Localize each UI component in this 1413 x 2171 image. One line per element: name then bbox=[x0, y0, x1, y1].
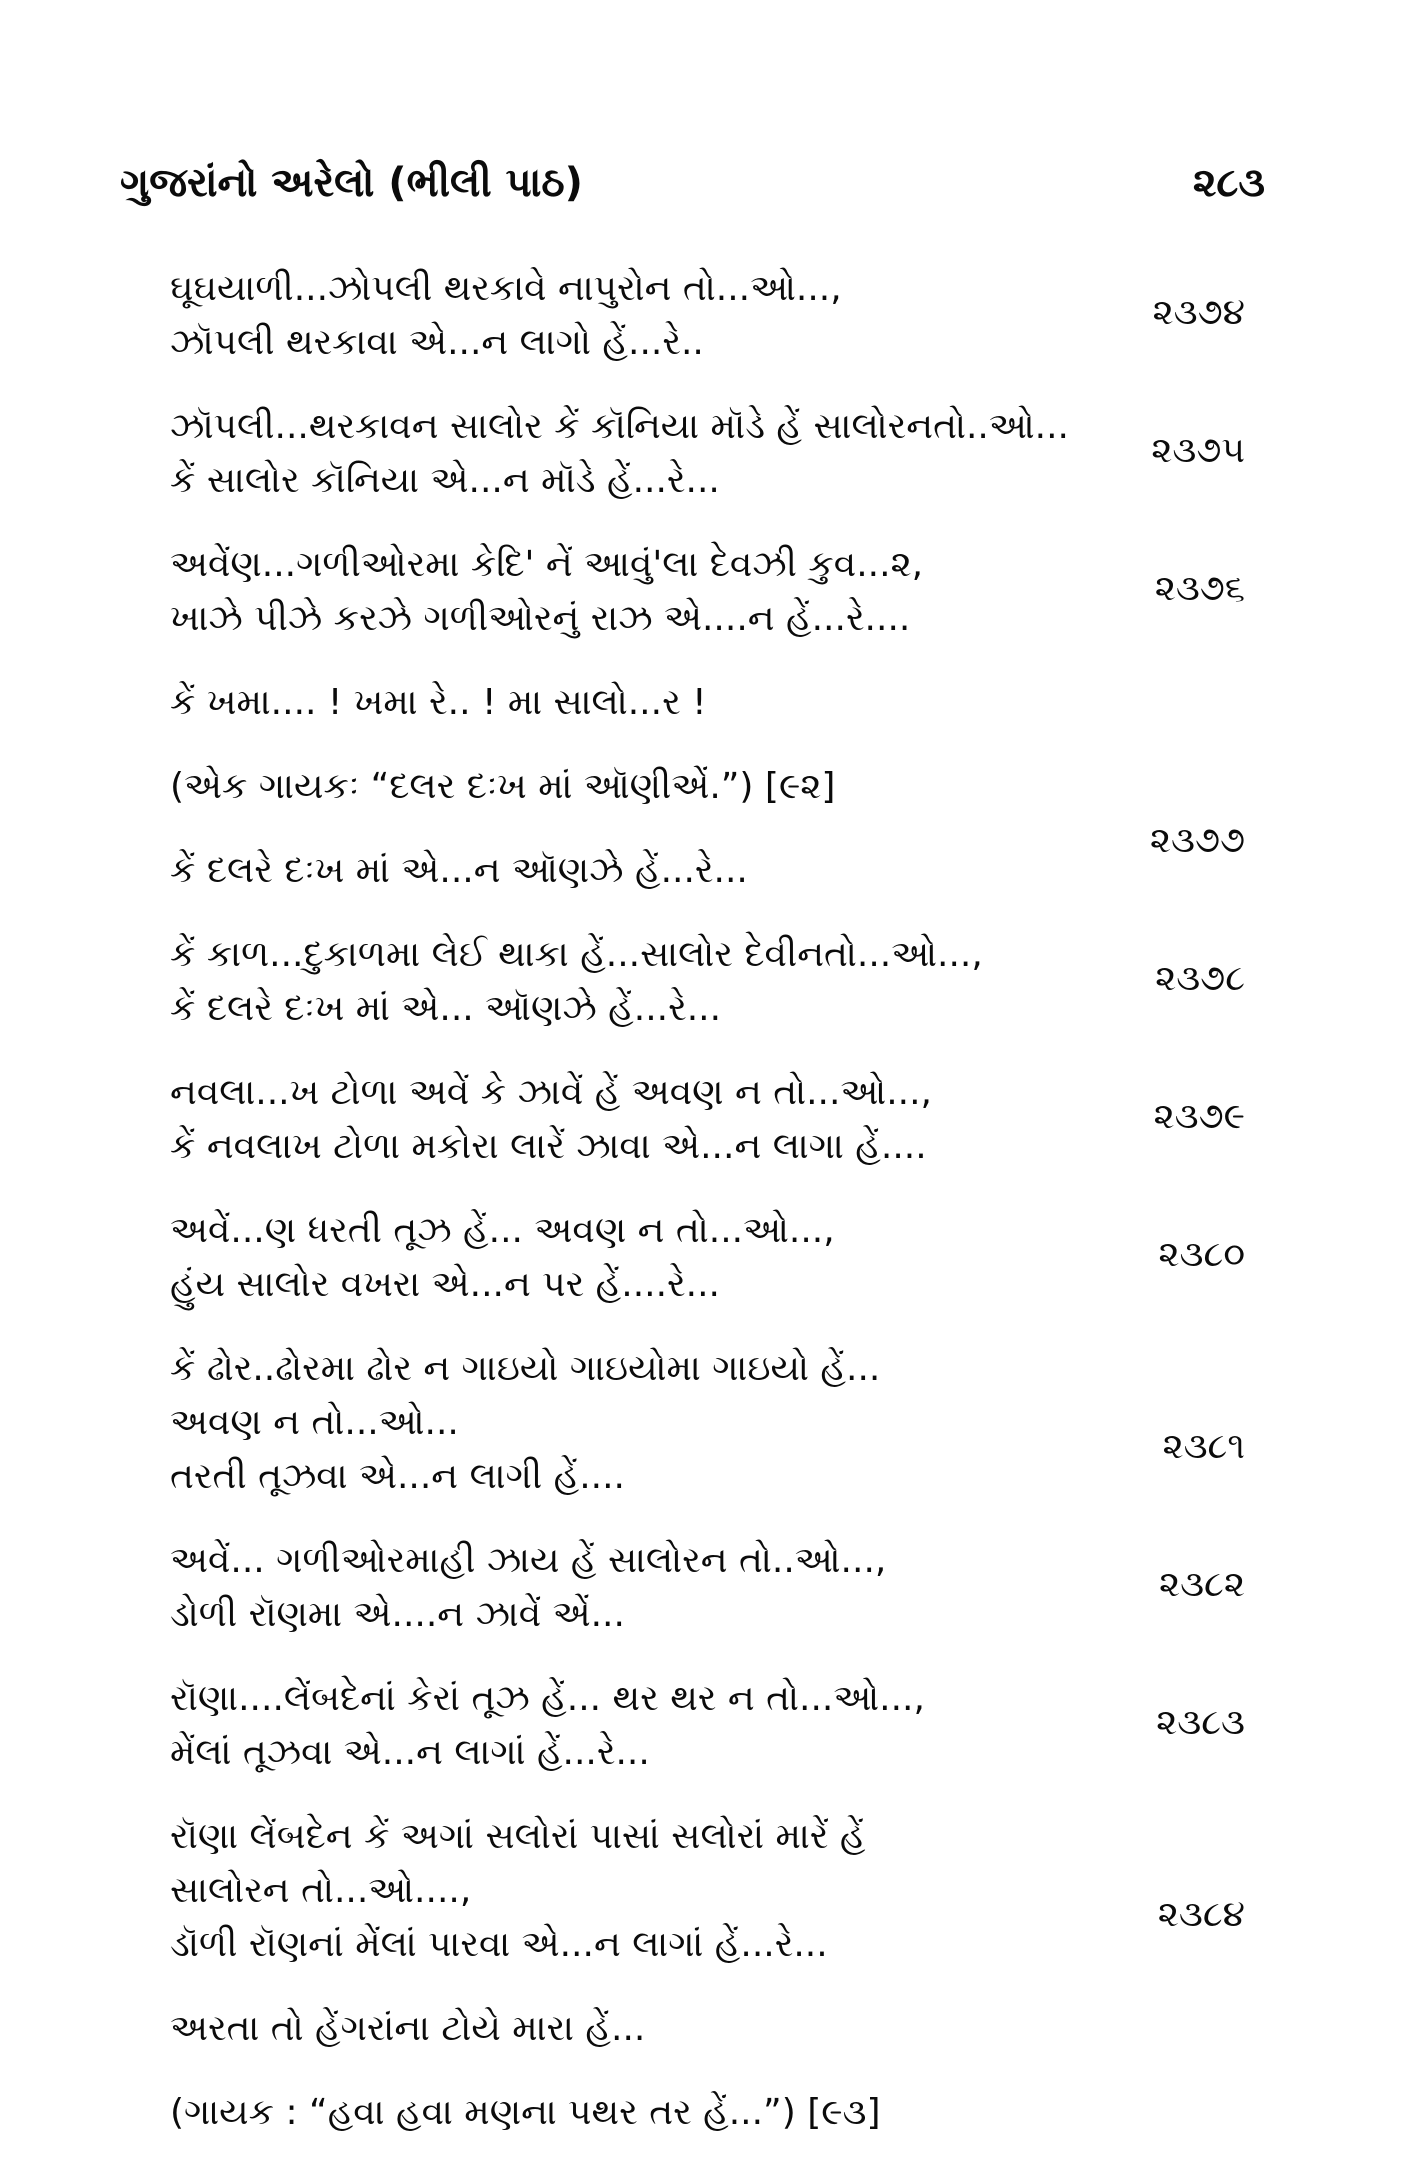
verse-stanza bbox=[170, 262, 1245, 370]
verse-stanza bbox=[170, 1204, 1245, 1312]
verse-number: ૨૩૮૪ bbox=[1157, 1894, 1245, 1935]
verse-line: અરતા તો હેંગરાંના ટોયે મારા હેં... bbox=[170, 2008, 646, 2049]
verse-line: નવલા...ખ ટોળા અવેં કે ઝાવેં હેં અવણ ન તો...ઓ..., bbox=[170, 1072, 933, 1113]
verse-stanza bbox=[170, 820, 1245, 898]
verse-number: ૨૩૮૧ bbox=[1162, 1426, 1245, 1467]
verse-stanza bbox=[170, 538, 1245, 646]
verse-stanza bbox=[170, 676, 1245, 730]
page-number: ૨૮૩ bbox=[1192, 160, 1265, 206]
verse-line: સાલોરન તો...ઓ...., bbox=[170, 1870, 472, 1911]
verse-stanza bbox=[170, 2002, 1245, 2056]
verse-number: ૨૩૮૩ bbox=[1156, 1702, 1245, 1743]
verse-number: ૨૩૭૭ bbox=[1149, 820, 1245, 861]
verse-stanza bbox=[170, 400, 1245, 508]
verse-line: કેં દલરે દઃખ માં એ... ઑણઝે હેં...રે... bbox=[170, 988, 722, 1029]
verse-stanza bbox=[170, 2086, 1245, 2140]
verse-line: કેં કાળ...દુકાળમા લેઈ થાકા હેં...સાલોર દેવીનતો...ઓ..., bbox=[170, 934, 983, 975]
verse-number: ૨૩૭૬ bbox=[1154, 568, 1245, 609]
verse-number: ૨૩૭૪ bbox=[1152, 292, 1245, 333]
verse-line: અવેંણ...ગળીઓરમા કેદિ' નેં આવું'લા દેવઝી કુવ...૨, bbox=[170, 544, 924, 585]
verse-line: ઘૂઘયાળી...ઝોપલી થરકાવે નાપુરોન તો...ઓ..., bbox=[170, 268, 842, 309]
verse-line: (એક ગાયકઃ “દલર દઃખ માં ઑણીએં.”) [૯૨] bbox=[170, 766, 836, 807]
verse-stanza bbox=[170, 760, 1245, 814]
verse-stanza bbox=[170, 1066, 1245, 1174]
verse-line: કેં સાલોર કૉનિયા એ...ન મૉડે હેં...રે... bbox=[170, 460, 720, 501]
verse-line: ઝૉપલી થરકાવા એ...ન લાગો હેં...રે.. bbox=[170, 322, 704, 363]
verse-line: કેં નવલાખ ટોળા મકોરા લારેં ઝાવા એ...ન લાગા હેં.... bbox=[170, 1126, 927, 1167]
verse-line: કેં ઢોર..ઢોરમા ઢોર ન ગાઇયો ગાઇયોમા ગાઇયો હેં... bbox=[170, 1348, 881, 1389]
verse-line: રૉણા....લેંબદેનાં કેરાં તૂઝ હેં... થર થર ન તો...ઓ..., bbox=[170, 1678, 925, 1719]
verse-number: ૨૩૭૯ bbox=[1153, 1096, 1245, 1137]
verse-number: ૨૩૭૮ bbox=[1155, 958, 1245, 999]
verse-line: અવેં...ણ ધરતી તૂઝ હેં... અવણ ન તો...ઓ..., bbox=[170, 1210, 835, 1251]
verse-line: તરતી તૂઝવા એ...ન લાગી હેં.... bbox=[170, 1456, 625, 1497]
verse-stanza bbox=[170, 1672, 1245, 1780]
verse-list bbox=[170, 262, 1245, 2170]
verse-stanza bbox=[170, 1810, 1245, 1972]
verse-line: (ગાયક : “હવા હવા મણના પથર તર હેં...”) [૯૩] bbox=[170, 2092, 881, 2133]
verse-stanza bbox=[170, 1342, 1245, 1504]
verse-line: અવેં... ગળીઓરમાહી ઝાય હેં સાલોરન તો..ઓ..., bbox=[170, 1540, 887, 1581]
verse-number: ૨૩૮૦ bbox=[1158, 1234, 1245, 1275]
verse-line: ડોળી રૉણમા એ....ન ઝાવેં એં... bbox=[170, 1594, 625, 1635]
verse-line: કેં ખમા.... ! ખમા રે.. ! મા સાલો...ર ! bbox=[170, 682, 707, 723]
page-header bbox=[120, 160, 1265, 220]
verse-line: રૉણા લેંબદેન કેં અગાં સલોરાં પાસાં સલોરાં મારેં હેં bbox=[170, 1816, 866, 1857]
verse-line: હુંય સાલોર વખરા એ...ન પર હેં....રે... bbox=[170, 1264, 720, 1305]
verse-number: ૨૩૭૫ bbox=[1151, 430, 1245, 471]
verse-stanza bbox=[170, 928, 1245, 1036]
verse-line: અવણ ન તો...ઓ... bbox=[170, 1402, 459, 1443]
verse-line: ઝૉપલી...થરકાવન સાલોર કેં કૉનિયા મૉડે હેં સાલોરનતો..ઓ... bbox=[170, 406, 1069, 447]
verse-stanza bbox=[170, 1534, 1245, 1642]
running-title: ગુજરાંનો અરેલો (ભીલી પાઠ) bbox=[120, 160, 583, 206]
verse-line: કેં દલરે દઃખ માં એ...ન ઑણઝે હેં...રે... bbox=[170, 850, 748, 891]
verse-line: ખાઝે પીઝે કરઝે ગળીઓરનું રાઝ એ....ન હેં...રે.... bbox=[170, 598, 911, 639]
verse-line: ડૉળી રૉણનાં મેંલાં પારવા એ...ન લાગાં હેં...રે... bbox=[170, 1924, 828, 1965]
verse-line: મેંલાં તૂઝવા એ...ન લાગાં હેં...રે... bbox=[170, 1732, 650, 1773]
verse-number: ૨૩૮૨ bbox=[1158, 1564, 1245, 1605]
